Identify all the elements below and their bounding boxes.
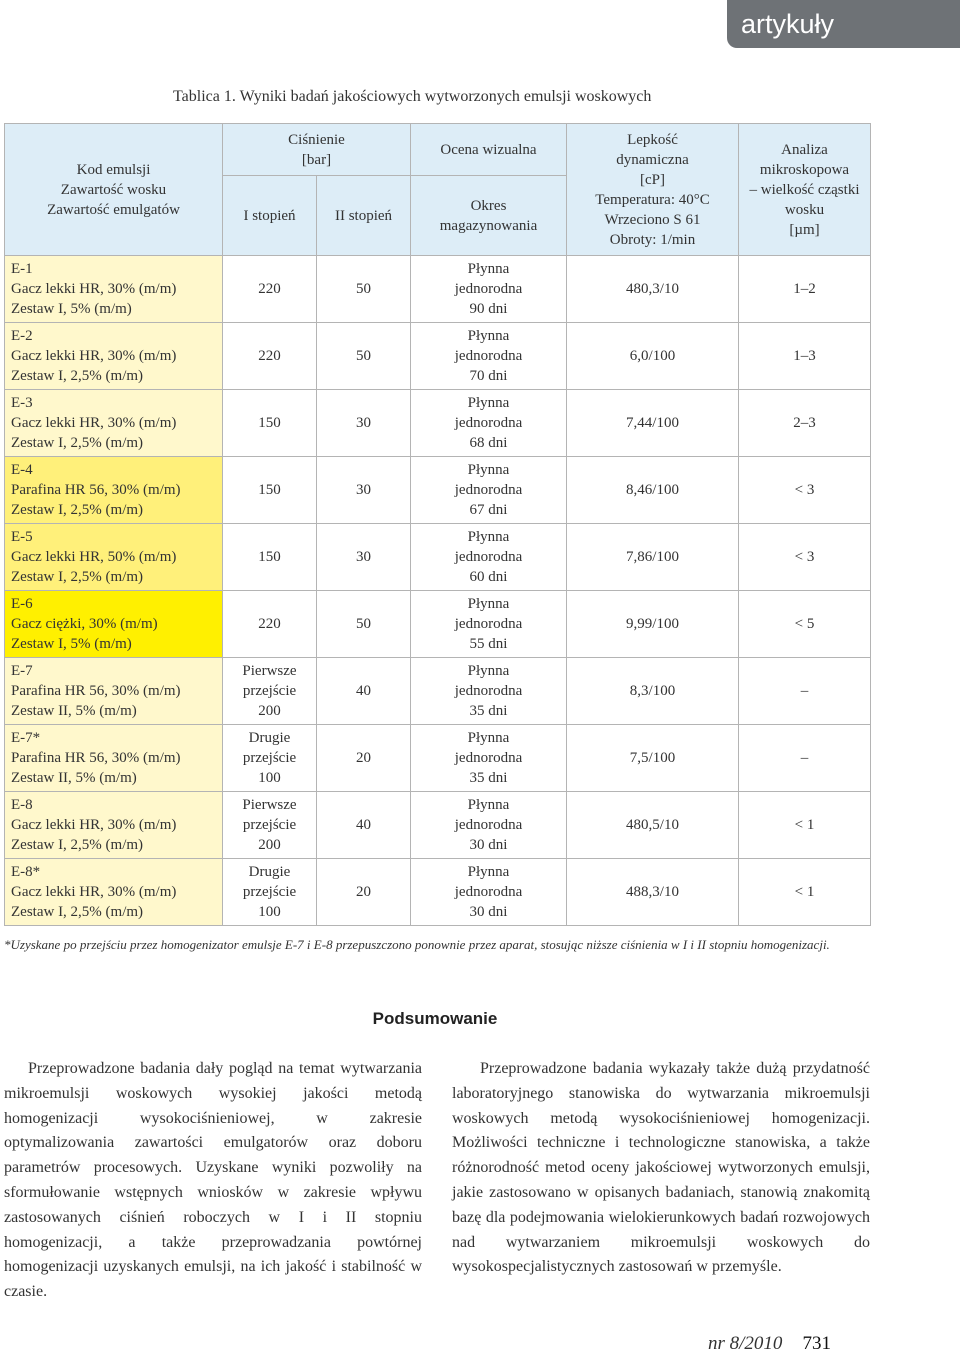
summary-right-column: Przeprowadzone badania wykazały także dużą przydatność laboratoryjnego stanowiska do wytwarzania mikroemulsji woskowych metodą wysokociśnieniowej homogenizacji. Możliwości techniczne i technologiczne stanowiska, a także różnorodność metod oceny jakościowej wytworzonych emulsji, jakie zastosowano w opisanych badaniach, stanowią znakomitą bazę dla podejmowania wielokierunkowych badań rozwojowych nad wytwarzaniem mikroemulsji woskowych do wysokospecjalistycznych zastosowań w przemyśle. — [452, 1060, 870, 1276]
table-row — [5, 859, 871, 926]
table-row — [5, 725, 871, 792]
table-row — [5, 524, 871, 591]
cell-viscosity: 7,44/100 — [567, 390, 739, 457]
cell-micro: < 1 — [739, 859, 871, 926]
cell-viscosity: 9,99/100 — [567, 591, 739, 658]
cell-micro: 1–2 — [739, 256, 871, 323]
cell-viscosity: 488,3/10 — [567, 859, 739, 926]
header-micro: Analiza mikroskopowa – wielkość cząstki wosku [µm] — [739, 124, 871, 256]
table-row — [5, 457, 871, 524]
cell-pressure-stage1: 150 — [223, 524, 317, 591]
table-caption: Tablica 1. Wyniki badań jakościowych wytworzonych emulsji woskowych — [173, 88, 652, 105]
header-visual: Ocena wizualna — [411, 124, 567, 176]
cell-kod: E-1 Gacz lekki HR, 30% (m/m) Zestaw I, 5% (m/m) — [5, 256, 223, 323]
cell-pressure-stage1: Pierwsze przejście 200 — [223, 792, 317, 859]
cell-viscosity: 6,0/100 — [567, 323, 739, 390]
cell-pressure-stage2: 30 — [317, 457, 411, 524]
cell-viscosity: 480,5/10 — [567, 792, 739, 859]
header-viscosity: Lepkość dynamiczna [cP] Temperatura: 40°C Wrzeciono S 61 Obroty: 1/min — [567, 124, 739, 256]
cell-kod: E-8 Gacz lekki HR, 30% (m/m) Zestaw I, 2,5% (m/m) — [5, 792, 223, 859]
table-row — [5, 390, 871, 457]
cell-kod: E-7* Parafina HR 56, 30% (m/m) Zestaw II, 5% (m/m) — [5, 725, 223, 792]
header-stage1: I stopień — [223, 176, 317, 256]
cell-kod: E-5 Gacz lekki HR, 50% (m/m) Zestaw I, 2,5% (m/m) — [5, 524, 223, 591]
table-footnote: *Uzyskane po przejściu przez homogenizator emulsje E-7 i E-8 przepuszczono ponownie przez aparat, stosując niższe ciśnienia w I i II stopniu homogenizacji. — [4, 937, 830, 952]
cell-visual: Płynna jednorodna 67 dni — [411, 457, 567, 524]
header-storage: Okres magazynowania — [411, 176, 567, 256]
cell-micro: 2–3 — [739, 390, 871, 457]
cell-micro: 1–3 — [739, 323, 871, 390]
cell-kod: E-8* Gacz lekki HR, 30% (m/m) Zestaw I, 2,5% (m/m) — [5, 859, 223, 926]
cell-viscosity: 7,86/100 — [567, 524, 739, 591]
cell-pressure-stage1: Drugie przejście 100 — [223, 725, 317, 792]
cell-viscosity: 8,3/100 — [567, 658, 739, 725]
page-number: 731 — [802, 1333, 831, 1354]
table-row — [5, 658, 871, 725]
cell-pressure-stage1: 220 — [223, 591, 317, 658]
header-kod: Kod emulsji Zawartość wosku Zawartość emulgatów — [5, 124, 223, 256]
cell-visual: Płynna jednorodna 68 dni — [411, 390, 567, 457]
cell-kod: E-2 Gacz lekki HR, 30% (m/m) Zestaw I, 2,5% (m/m) — [5, 323, 223, 390]
cell-visual: Płynna jednorodna 30 dni — [411, 859, 567, 926]
cell-pressure-stage2: 30 — [317, 524, 411, 591]
table-row — [5, 792, 871, 859]
header-pressure: Ciśnienie [bar] — [223, 124, 411, 176]
summary-left-column: Przeprowadzone badania dały pogląd na temat wytwarzania mikroemulsji woskowych wysokiej jakości metodą homogenizacji wysokociśnieniowej, w zakresie optymalizowania zawartości emulgatorów oraz doboru parametrów procesowych. Uzyskane wyniki pozwoliły na sformułowanie wstępnych wniosków w zakresie wpływu zastosowanych ciśnień roboczych w I i II stopniu homogenizacji, a także przeprowadzania powtórnej homogenizacji uzyskanych emulsji, na ich jakość i stabilność w czasie. — [4, 1060, 422, 1301]
cell-pressure-stage2: 50 — [317, 256, 411, 323]
cell-kod: E-7 Parafina HR 56, 30% (m/m) Zestaw II, 5% (m/m) — [5, 658, 223, 725]
table-row — [5, 256, 871, 323]
cell-micro: < 5 — [739, 591, 871, 658]
cell-visual: Płynna jednorodna 55 dni — [411, 591, 567, 658]
cell-pressure-stage2: 50 — [317, 591, 411, 658]
table-row — [5, 591, 871, 658]
cell-pressure-stage1: 220 — [223, 323, 317, 390]
cell-kod: E-3 Gacz lekki HR, 30% (m/m) Zestaw I, 2,5% (m/m) — [5, 390, 223, 457]
cell-viscosity: 7,5/100 — [567, 725, 739, 792]
cell-micro: – — [739, 725, 871, 792]
cell-viscosity: 8,46/100 — [567, 457, 739, 524]
cell-pressure-stage1: 220 — [223, 256, 317, 323]
cell-pressure-stage1: Pierwsze przejście 200 — [223, 658, 317, 725]
summary-title: Podsumowanie — [372, 1009, 498, 1028]
cell-visual: Płynna jednorodna 30 dni — [411, 792, 567, 859]
cell-visual: Płynna jednorodna 90 dni — [411, 256, 567, 323]
cell-pressure-stage2: 30 — [317, 390, 411, 457]
cell-pressure-stage2: 20 — [317, 725, 411, 792]
cell-pressure-stage2: 40 — [317, 792, 411, 859]
cell-viscosity: 480,3/10 — [567, 256, 739, 323]
section-tag: artykuły — [727, 0, 960, 48]
cell-visual: Płynna jednorodna 70 dni — [411, 323, 567, 390]
cell-pressure-stage1: 150 — [223, 390, 317, 457]
cell-visual: Płynna jednorodna 35 dni — [411, 725, 567, 792]
cell-micro: < 3 — [739, 457, 871, 524]
cell-micro: – — [739, 658, 871, 725]
results-table — [4, 123, 871, 926]
table-row — [5, 323, 871, 390]
issue-number: nr 8/2010 — [708, 1333, 783, 1354]
cell-visual: Płynna jednorodna 60 dni — [411, 524, 567, 591]
cell-pressure-stage1: Drugie przejście 100 — [223, 859, 317, 926]
cell-kod: E-6 Gacz ciężki, 30% (m/m) Zestaw I, 5% (m/m) — [5, 591, 223, 658]
header-stage2: II stopień — [317, 176, 411, 256]
cell-visual: Płynna jednorodna 35 dni — [411, 658, 567, 725]
page-footer — [708, 1333, 831, 1355]
cell-micro: < 1 — [739, 792, 871, 859]
cell-pressure-stage2: 40 — [317, 658, 411, 725]
cell-pressure-stage2: 20 — [317, 859, 411, 926]
cell-kod: E-4 Parafina HR 56, 30% (m/m) Zestaw I, 2,5% (m/m) — [5, 457, 223, 524]
cell-micro: < 3 — [739, 524, 871, 591]
cell-pressure-stage1: 150 — [223, 457, 317, 524]
cell-pressure-stage2: 50 — [317, 323, 411, 390]
